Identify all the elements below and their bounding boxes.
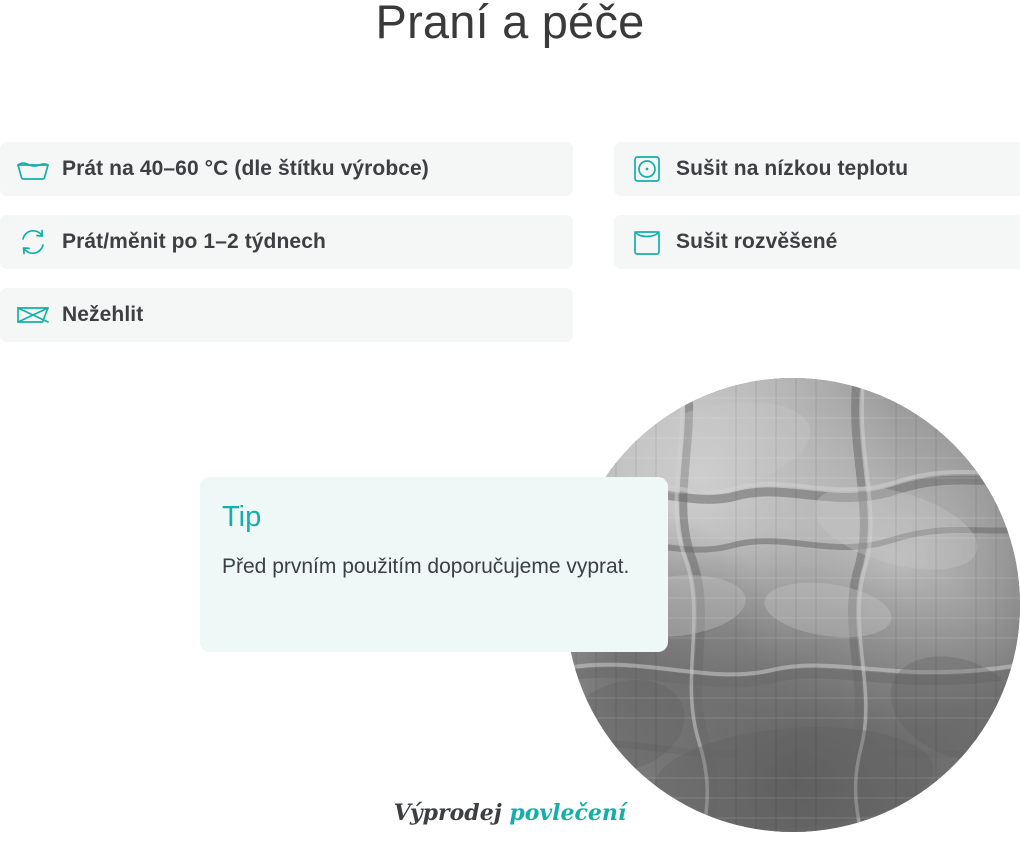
- care-row-label: Sušit rozvěšené: [676, 230, 838, 253]
- care-row-label: Prát/měnit po 1–2 týdnech: [62, 230, 326, 253]
- refresh-cycle-icon: [10, 223, 56, 261]
- page-title: Praní a péče: [375, 0, 645, 48]
- footer-logo-word-2: povlečení: [509, 800, 627, 826]
- care-row-label: Nežehlit: [62, 303, 144, 326]
- footer-logo: [0, 800, 1020, 826]
- wash-tub-icon: [10, 150, 56, 188]
- care-row-label: Sušit na nízkou teplotu: [676, 157, 909, 180]
- care-row: [614, 215, 1020, 269]
- care-row-label: Prát na 40–60 °C (dle štítku výrobce): [62, 157, 429, 180]
- no-iron-icon: [10, 296, 56, 334]
- care-row: [0, 142, 573, 196]
- care-row: [0, 288, 573, 342]
- footer-logo-word-1: Výprodej: [393, 800, 502, 826]
- line-dry-icon: [624, 223, 670, 261]
- care-instructions-right-column: [614, 142, 1020, 288]
- tip-title: Tip: [222, 501, 262, 533]
- care-row: [614, 142, 1020, 196]
- care-row: [0, 215, 573, 269]
- tumble-dry-low-icon: [624, 150, 670, 188]
- tip-card: [200, 477, 668, 652]
- care-instructions-left-column: [0, 142, 573, 361]
- tip-text: Před prvním použitím doporučujeme vyprat.: [222, 555, 630, 578]
